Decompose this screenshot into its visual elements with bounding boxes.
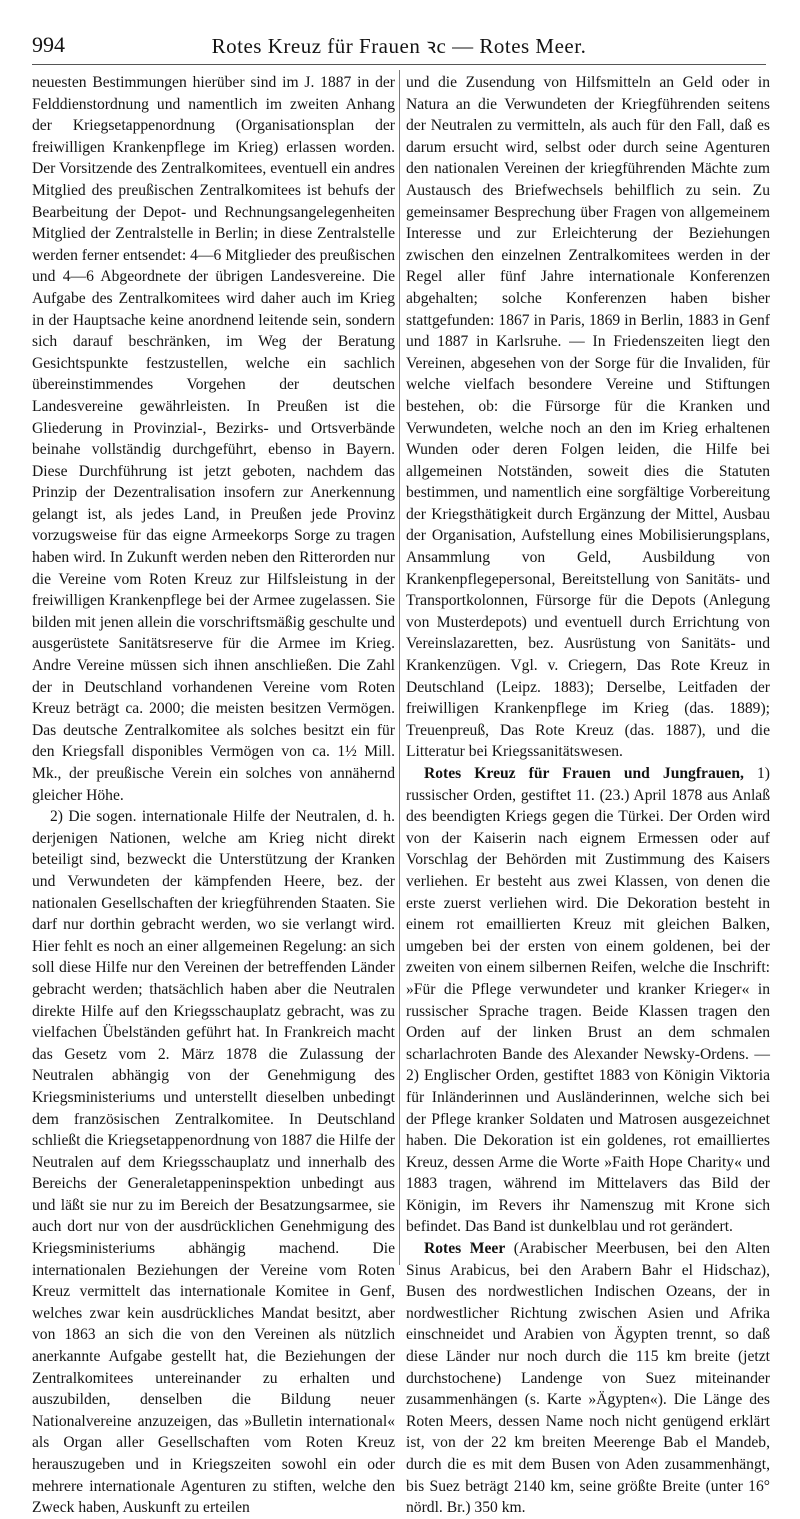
page-number: 994 [32, 32, 65, 57]
header-rule [32, 64, 766, 65]
left-paragraph-1: neuesten Bestimmungen hierüber sind im J. 1887 in der Felddienstordnung und namentlich im zweiten Anhang der Kriegsetappenordnung (Organisationsplan der freiwilligen Krankenpflege im Krieg) erlassen worden. Der Vorsitzende des Zentralkomitees, eventuell ein andres Mitglied des preußischen Zentralkomitees ist behufs der Bearbeitung der Depot- und Rechnungsangelegenheiten Mitglied der Zentralstelle in Berlin; in diese Zentralstelle werden ferner entsendet: 4—6 Mitglieder des preußischen und 4—6 Abgeordnete der übrigen Landesvereine. Die Aufgabe des Zentralkomitees wird daher auch im Krieg in der Hauptsache keine anordnend leitende sein, sondern sich darauf beschränken, im Weg der Beratung Gesichtspunkte festzustellen, welche ein sachlich übereinstimmendes Vorgehen der deutschen Landesvereine gewährleisten. In Preußen ist die Gliederung in Provinzial-, Bezirks- und Ortsverbände beinahe vollständig durchgeführt, ebenso in Bayern. Diese Durchführung ist jetzt geboten, nachdem das Prinzip der Dezentralisation insofern zur Anerkennung gelangt ist, als jedes Land, in Preußen jede Provinz vorzugsweise für das eigne Armeekorps Sorge zu tragen haben wird. In Zukunft werden neben den Ritterorden nur die Vereine vom Roten Kreuz zur Hilfsleistung in der freiwilligen Krankenpflege bei der Armee zugelassen. Sie bilden mit jenen allein die vorschriftsmäßig geschulte und ausgerüstete Sanitätsreserve für die Armee im Krieg. Andre Vereine müssen sich ihnen anschließen. Die Zahl der in Deutschland vorhandenen Vereine vom Roten Kreuz beträgt ca. 2000; die meisten besitzen Vermögen. Das deutsche Zentralkomitee als solches besitzt ein für den Kriegsfall disponibles Vermögen von ca. 1½ Mill. Mk., der preußische Verein ein solches von annähernd gleicher Höhe. [32, 74, 395, 804]
entry-text: (Arabischer Meerbusen, bei den Alten Sinus Arabicus, bei den Arabern Bahr el Hidschaz), Busen des nordwestlichen Indischen Ozeans, der in nordwestlicher Richtung zwischen Asien und Afrika einschneidet und Arabien von Ägypten trennt, so daß diese Länder nur noch durch die 115 km breite (jetzt durchstochene) Landenge von Suez miteinander zusammenhängen (s. Karte »Ägypten«). Die Länge des Roten Meers, dessen Name noch nicht genügend erklärt ist, von der 22 km breiten Meerenge Bab el Mandeb, durch die es mit dem Busen von Aden zusammenhängt, bis Suez beträgt 2140 km, seine größte Breite (unter 16° nördl. Br.) 350 km. [406, 1240, 770, 1517]
right-paragraph-1: und die Zusendung von Hilfsmitteln an Geld oder in Natura an die Verwundeten der Kriegführenden seitens der Neutralen zu vermitteln, als auch für den Fall, daß es darum ersucht wird, selbst oder durch seine Agenturen den nationalen Vereinen der kriegführenden Mächte zum Austausch des Briefwechsels behilflich zu sein. Zu gemeinsamer Besprechung über Fragen von allgemeinem Interesse und zur Erleichterung der Beziehungen zwischen den einzelnen Zentralkomitees werden in der Regel aller fünf Jahre internationale Konferenzen abgehalten; solche Konferenzen haben bisher stattgefunden: 1867 in Paris, 1869 in Berlin, 1883 in Genf und 1887 in Karlsruhe. — In Friedenszeiten liegt den Vereinen, abgesehen von der Sorge für die Invaliden, für welche vielfach besondere Vereine und Stiftungen bestehen, ob: die Fürsorge für die Kranken und Verwundeten, welche noch an den im Krieg erhaltenen Wunden oder deren Folgen leiden, die Hilfe bei allgemeinen Notständen, soweit dies die Statuten bestimmen, und namentlich eine sorgfältige Vorbereitung der Kriegsthätigkeit durch Ergänzung der Mittel, Ausbau der Organisation, Aufstellung eines Mobilisierungsplans, Ansammlung von Geld, Ausbildung von Krankenpflegepersonal, Bereitstellung von Sanitäts- und Transportkolonnen, Fürsorge für die Depots (Anlegung von Musterdepots) und eventuell durch Errichtung von Vereinslazaretten, bez. Ausrüstung von Sanitäts- und Krankenzügen. Vgl. v. Criegern, Das Rote Kreuz in Deutschland (Leipz. 1883); Derselbe, Leitfaden der freiwilligen Krankenpflege im Krieg (das. 1889); Treuenpreuß, Das Rote Kreuz (das. 1887), und die Litteratur bei Kriegssanitätswesen. [406, 74, 770, 761]
entry-text: 1) russischer Orden, gestiftet 11. (23.) April 1878 aus Anlaß des beendigten Kriegs gegen die Türkei. Der Orden wird von der Kaiserin nach eignem Ermessen oder auf Vorschlag der Behörden mit Zustimmung des Kaisers verliehen. Er besteht aus zwei Klassen, von denen die erste zuerst verliehen wird. Die Dekoration besteht in einem rot emaillierten Kreuz mit gleichen Balken, umgeben bei der ersten von einem goldenen, bei der zweiten von einem silbernen Reifen, welche die Inschrift: »Für die Pflege verwundeter und kranker Krieger« in russischer Sprache tragen. Beide Klassen tragen den Orden auf der linken Brust an dem schmalen scharlachroten Bande des Alexander Newsky-Ordens. — 2) Englischer Orden, gestiftet 1883 von Königin Viktoria für Inländerinnen und Ausländerinnen, welche sich bei der Pflege kranker Soldaten und Matrosen ausgezeichnet haben. Die Dekoration ist ein goldenes, rot emailliertes Kreuz, dessen Arme die Worte »Faith Hope Charity« und 1883 tragen, während im Mittelavers das Bild der Königin, im Revers ihr Namenszug mit Krone sich befindet. Das Band ist dunkelblau und rot gerändert. [406, 765, 770, 1236]
entry-rotes-kreuz-fuer-frauen [406, 763, 770, 1238]
entry-headword: Rotes Kreuz für Frauen und Jungfrauen, [424, 765, 744, 782]
page-header [32, 30, 766, 60]
right-column [406, 72, 770, 1517]
entry-rotes-meer [406, 1238, 770, 1519]
left-paragraph-2: 2) Die sogen. internationale Hilfe der Neutralen, d. h. derjenigen Nationen, welche am Krieg nicht direkt beteiligt sind, bezweckt die Unterstützung der Kranken und Verwundeten der kämpfenden Heere, bez. der nationalen Gesellschaften der kriegführenden Staaten. Sie darf nur dorthin gebracht werden, wo sie verlangt wird. Hier fehlt es noch an einer allgemeinen Regelung: an sich soll diese Hilfe nur den Vereinen der betreffenden Länder gebracht werden; thatsächlich haben aber die Neutralen direkte Hilfe auf den Kriegsschauplatz gebracht, was zu vielfachen Übelständen geführt hat. In Frankreich macht das Gesetz vom 2. März 1878 die Zulassung der Neutralen abhängig von der Genehmigung des Kriegsministeriums und unterstellt dieselben unbedingt dem französischen Zentralkomitee. In Deutschland schließt die Kriegsetappenordnung von 1887 die Hilfe der Neutralen auf dem Kriegsschauplatz und innerhalb des Bereichs der Generaletappeninspektion unbedingt aus und läßt sie nur zu im Bereich der Besatzungsarmee, sie auch dort nur von der ausdrücklichen Genehmigung des Kriegsministeriums abhängig machend. Die internationalen Beziehungen der Vereine vom Roten Kreuz vermittelt das internationale Komitee in Genf, welches zwar kein ausdrückliches Mandat besitzt, aber von 1863 an sich die von den Vereinen als nützlich anerkannte Aufgabe gestellt hat, die Beziehungen der Zentralkomitees untereinander zu erhalten und auszubilden, denselben die Bildung neuer Nationalvereine anzuzeigen, das »Bulletin international« als Organ aller Gesellschaften vom Roten Kreuz herauszugeben und in Kriegszeiten sowohl ein oder mehrere internationale Agenturen zu stiften, welche den Zweck haben, Auskunft zu erteilen [32, 808, 395, 1517]
entry-headword: Rotes Meer [424, 1240, 506, 1258]
left-column [32, 72, 395, 1517]
running-head: Rotes Kreuz für Frauen ꝛc — Rotes Meer. [211, 34, 587, 58]
column-divider [399, 70, 400, 1265]
